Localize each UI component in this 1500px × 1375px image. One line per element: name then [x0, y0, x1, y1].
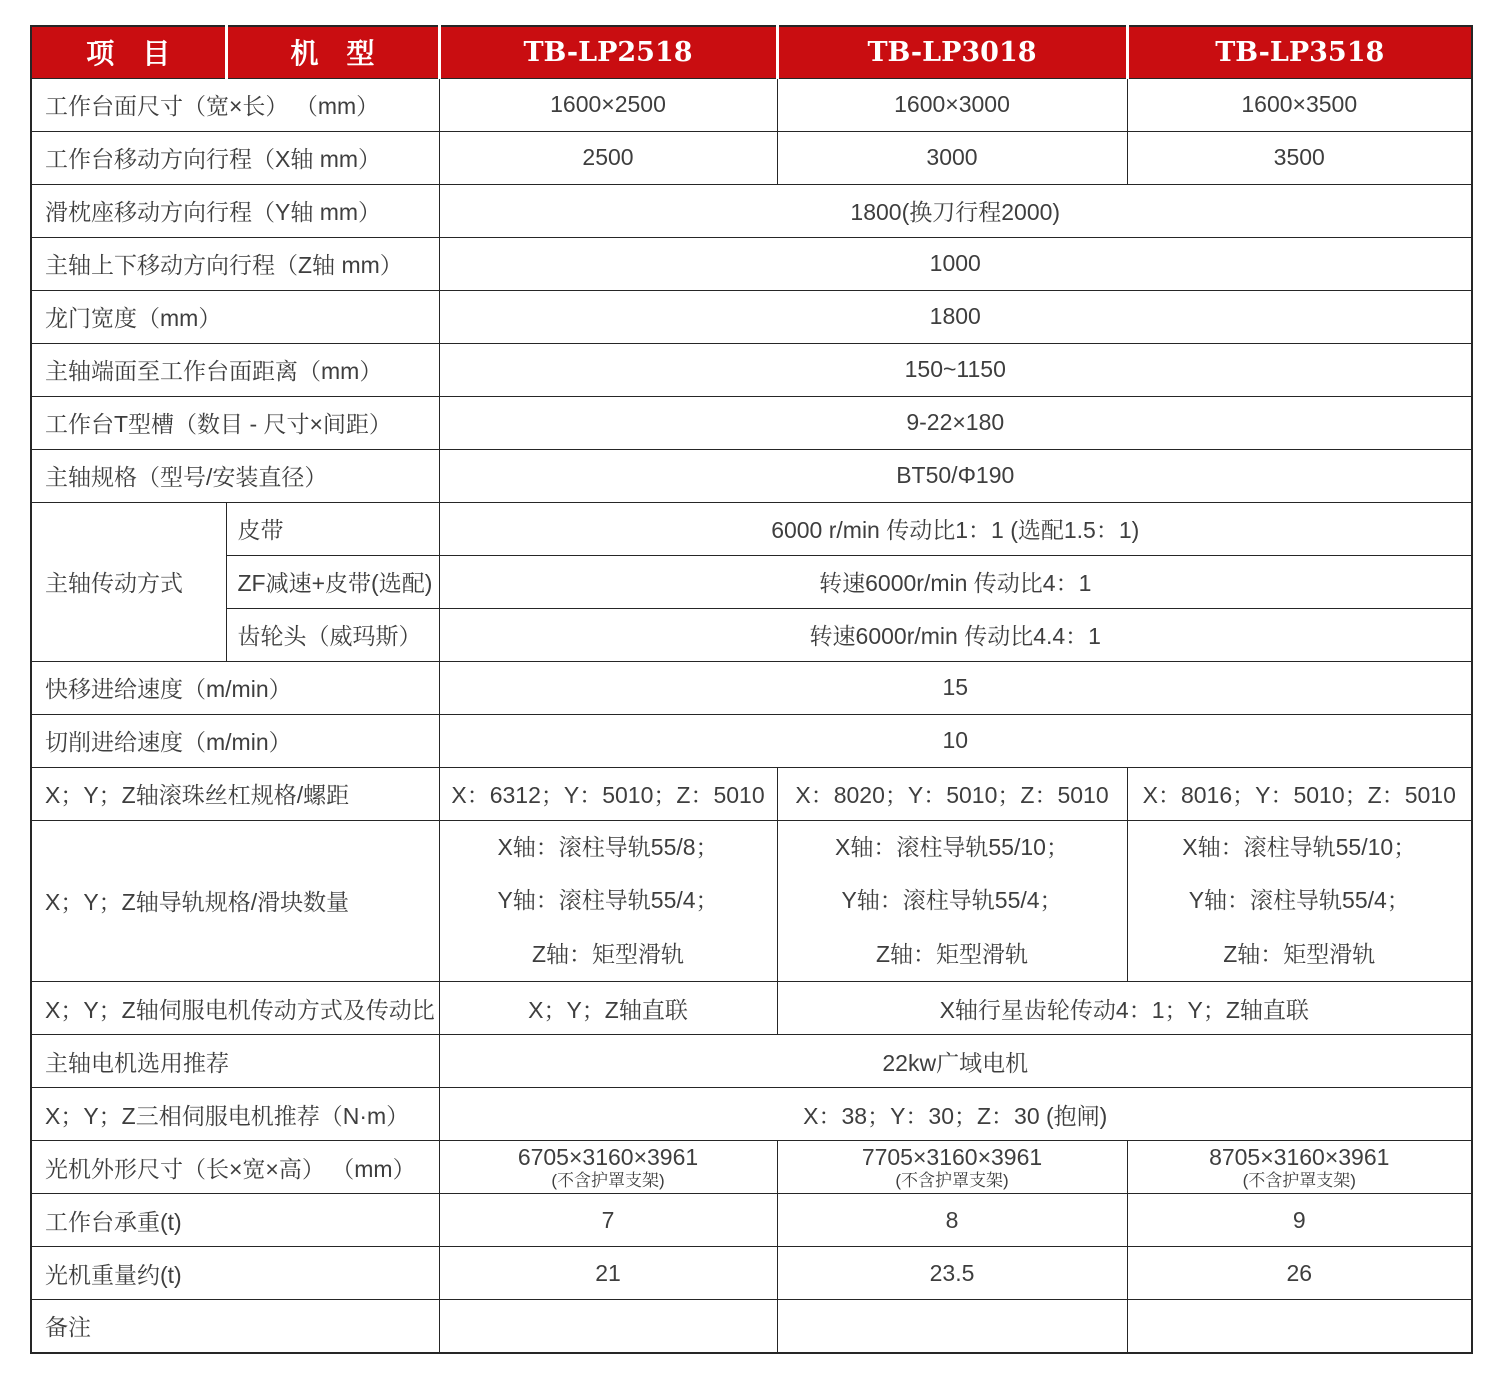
- machine-weight-value-2518: 21: [439, 1247, 777, 1300]
- z-travel-value: 1000: [439, 237, 1472, 290]
- worktable-size-value-2518: 1600×2500: [439, 78, 777, 131]
- header-model-tb-lp3518: TB-LP3518: [1127, 26, 1472, 78]
- row-spindle-drive-gearhead: [31, 608, 1472, 661]
- ballscrew-value-3018: X：8020；Y：5010；Z：5010: [777, 767, 1127, 820]
- remark-value-3018: [777, 1300, 1127, 1353]
- guide-rail-3518-x: X轴：滚柱导轨55/10；: [1182, 833, 1417, 860]
- spindle-motor-label: 主轴电机选用推荐: [31, 1035, 439, 1088]
- machine-weight-value-3518: 26: [1127, 1247, 1472, 1300]
- guide-rail-value-2518: [439, 820, 777, 982]
- servo-drive-value-2518: X；Y；Z轴直联: [439, 982, 777, 1035]
- row-servo-motor: [31, 1088, 1472, 1141]
- dimensions-value-3518: [1127, 1141, 1472, 1194]
- gantry-width-label: 龙门宽度（mm）: [31, 290, 439, 343]
- header-model-tb-lp3018: TB-LP3018: [777, 26, 1127, 78]
- servo-motor-value: X：38；Y：30；Z：30 (抱闸): [439, 1088, 1472, 1141]
- dimensions-value-2518: [439, 1141, 777, 1194]
- t-slot-value: 9-22×180: [439, 396, 1472, 449]
- cutting-feed-label: 切削进给速度（m/min）: [31, 714, 439, 767]
- x-travel-value-3518: 3500: [1127, 131, 1472, 184]
- guide-rail-3018-y: Y轴：滚柱导轨55/4；: [841, 887, 1063, 913]
- ballscrew-value-3518: X：8016；Y：5010；Z：5010: [1127, 767, 1472, 820]
- worktable-size-value-3518: 1600×3500: [1127, 78, 1472, 131]
- header-row: [31, 26, 1472, 78]
- t-slot-label: 工作台T型槽（数目 - 尺寸×间距）: [31, 396, 439, 449]
- rapid-feed-label: 快移进给速度（m/min）: [31, 661, 439, 714]
- dimensions-label: 光机外形尺寸（长×宽×高） （mm）: [31, 1141, 439, 1194]
- worktable-size-label: 工作台面尺寸（宽×长） （mm）: [31, 78, 439, 131]
- y-travel-label: 滑枕座移动方向行程（Y轴 mm）: [31, 184, 439, 237]
- x-travel-value-3018: 3000: [777, 131, 1127, 184]
- dimensions-value-3018: [777, 1141, 1127, 1194]
- row-machine-weight: [31, 1247, 1472, 1300]
- header-model-tb-lp2518: TB-LP2518: [439, 26, 777, 78]
- row-cutting-feed: [31, 714, 1472, 767]
- row-z-travel: [31, 237, 1472, 290]
- guide-rail-label: X；Y；Z轴导轨规格/滑块数量: [31, 820, 439, 982]
- spindle-to-table-label: 主轴端面至工作台面距离（mm）: [31, 343, 439, 396]
- guide-rail-3518-z: Z轴：矩型滑轨: [1223, 940, 1376, 967]
- row-x-travel: [31, 131, 1472, 184]
- y-travel-value: 1800(换刀行程2000): [439, 184, 1472, 237]
- header-machine-cell: 机 型: [226, 26, 439, 78]
- remark-value-3518: [1127, 1300, 1472, 1353]
- spindle-drive-zf-value: 转速6000r/min 传动比4：1: [439, 555, 1472, 608]
- load-capacity-label: 工作台承重(t): [31, 1194, 439, 1247]
- row-remark: [31, 1300, 1472, 1353]
- row-load-capacity: [31, 1194, 1472, 1247]
- dimensions-3018-note: (不含护罩支架): [895, 1170, 1009, 1190]
- worktable-size-value-3018: 1600×3000: [777, 78, 1127, 131]
- rapid-feed-value: 15: [439, 661, 1472, 714]
- guide-rail-3018-z: Z轴：矩型滑轨: [875, 940, 1029, 967]
- load-capacity-value-2518: 7: [439, 1194, 777, 1247]
- row-servo-drive: [31, 982, 1472, 1035]
- x-travel-label: 工作台移动方向行程（X轴 mm）: [31, 131, 439, 184]
- row-gantry-width: [31, 290, 1472, 343]
- guide-rail-2518-y: Y轴：滚柱导轨55/4；: [497, 887, 719, 913]
- dimensions-3518-note: (不含护罩支架): [1242, 1170, 1356, 1190]
- machine-weight-label: 光机重量约(t): [31, 1247, 439, 1300]
- row-spindle-drive-zf: [31, 555, 1472, 608]
- dimensions-2518-size: 6705×3160×3961: [517, 1143, 699, 1170]
- guide-rail-value-3518: [1127, 820, 1472, 982]
- spindle-drive-group-label: 主轴传动方式: [31, 502, 226, 661]
- row-worktable-size: [31, 78, 1472, 131]
- row-spindle-to-table: [31, 343, 1472, 396]
- cutting-feed-value: 10: [439, 714, 1472, 767]
- remark-label: 备注: [31, 1300, 439, 1353]
- servo-drive-value-3018-3518: X轴行星齿轮传动4：1；Y；Z轴直联: [777, 982, 1472, 1035]
- dimensions-3018-size: 7705×3160×3961: [861, 1143, 1043, 1170]
- spindle-to-table-value: 150~1150: [439, 343, 1472, 396]
- row-guide-rail: [31, 820, 1472, 982]
- row-ballscrew: [31, 767, 1472, 820]
- spindle-spec-value: BT50/Φ190: [439, 449, 1472, 502]
- spindle-drive-gearhead-value: 转速6000r/min 传动比4.4：1: [439, 608, 1472, 661]
- load-capacity-value-3518: 9: [1127, 1194, 1472, 1247]
- row-spindle-drive-belt: [31, 502, 1472, 555]
- machine-spec-table: [30, 25, 1473, 1354]
- spindle-drive-gearhead-label: 齿轮头（威玛斯）: [226, 608, 439, 661]
- dimensions-2518-note: (不含护罩支架): [551, 1170, 665, 1190]
- guide-rail-2518-z: Z轴：矩型滑轨: [531, 940, 685, 967]
- spindle-drive-zf-label: ZF减速+皮带(选配): [226, 555, 439, 608]
- x-travel-value-2518: 2500: [439, 131, 777, 184]
- ballscrew-label: X；Y；Z轴滚珠丝杠规格/螺距: [31, 767, 439, 820]
- spindle-spec-label: 主轴规格（型号/安装直径）: [31, 449, 439, 502]
- remark-value-2518: [439, 1300, 777, 1353]
- spindle-drive-belt-value: 6000 r/min 传动比1：1 (选配1.5：1): [439, 502, 1472, 555]
- row-rapid-feed: [31, 661, 1472, 714]
- ballscrew-value-2518: X：6312；Y：5010；Z：5010: [439, 767, 777, 820]
- guide-rail-2518-x: X轴：滚柱导轨55/8；: [497, 833, 719, 860]
- guide-rail-value-3018: [777, 820, 1127, 982]
- row-t-slot: [31, 396, 1472, 449]
- header-item-cell: 项 目: [31, 26, 226, 78]
- guide-rail-3018-x: X轴：滚柱导轨55/10；: [835, 833, 1069, 860]
- load-capacity-value-3018: 8: [777, 1194, 1127, 1247]
- spindle-drive-belt-label: 皮带: [226, 502, 439, 555]
- gantry-width-value: 1800: [439, 290, 1472, 343]
- row-dimensions: [31, 1141, 1472, 1194]
- z-travel-label: 主轴上下移动方向行程（Z轴 mm）: [31, 237, 439, 290]
- dimensions-3518-size: 8705×3160×3961: [1209, 1143, 1390, 1170]
- servo-drive-label: X；Y；Z轴伺服电机传动方式及传动比: [31, 982, 439, 1035]
- row-spindle-motor: [31, 1035, 1472, 1088]
- spindle-motor-value: 22kw广域电机: [439, 1035, 1472, 1088]
- guide-rail-3518-y: Y轴：滚柱导轨55/4；: [1188, 887, 1410, 913]
- servo-motor-label: X；Y；Z三相伺服电机推荐（N·m）: [31, 1088, 439, 1141]
- machine-weight-value-3018: 23.5: [777, 1247, 1127, 1300]
- row-spindle-spec: [31, 449, 1472, 502]
- row-y-travel: [31, 184, 1472, 237]
